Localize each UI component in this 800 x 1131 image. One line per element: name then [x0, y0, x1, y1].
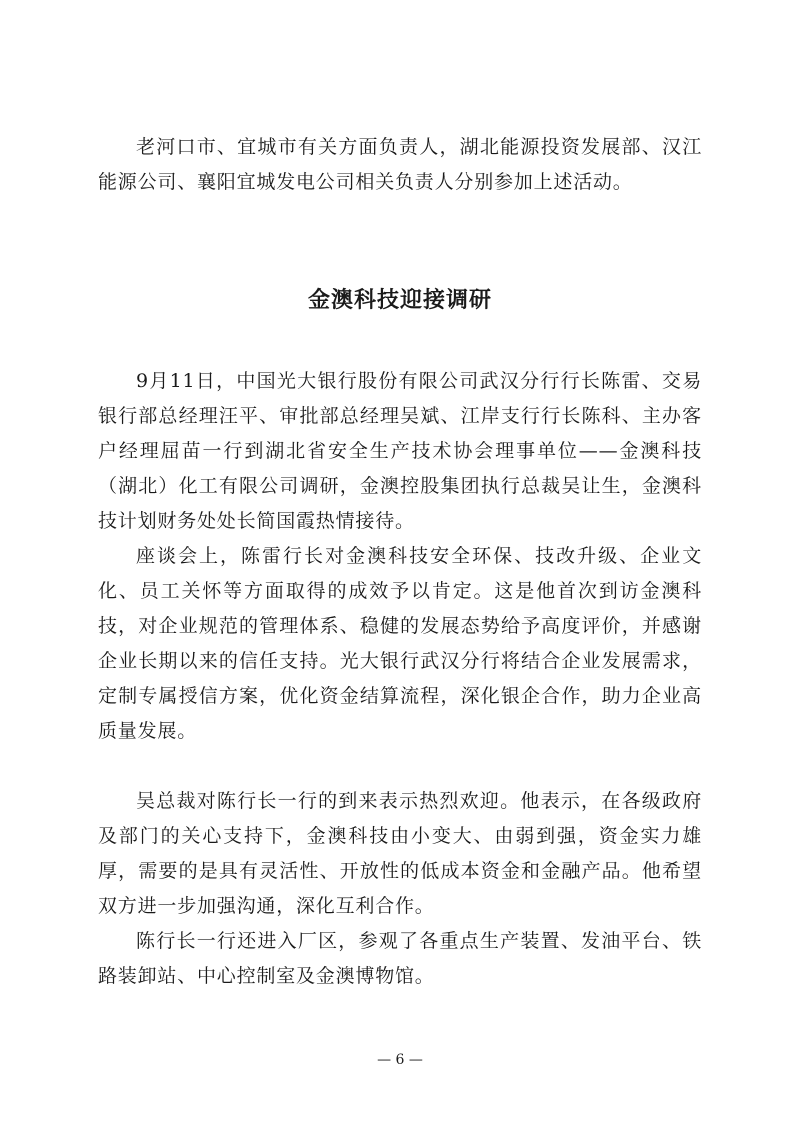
body-paragraph-4: 陈行长一行还进入厂区，参观了各重点生产装置、发油平台、铁路装卸站、中心控制室及金澳博物馆。: [98, 930, 702, 987]
body-paragraph-3: 吴总裁对陈行长一行的到来表示热烈欢迎。他表示，在各级政府及部门的关心支持下，金澳科技由小变大、由弱到强，资金实力雄厚，需要的是具有灵活性、开放性的低成本资金和金融产品。他希望双方进一步加强沟通，深化互利合作。: [98, 790, 702, 917]
body-paragraph-1: 9月11日，中国光大银行股份有限公司武汉分行行长陈雷、交易银行部总经理汪平、审批部总经理吴斌、江岸支行行长陈科、主办客户经理屈苗一行到湖北省安全生产技术协会理事单位——金澳科技（湖北）化工有限公司调研，金澳控股集团执行总裁吴让生，金澳科技计划财务处处长简国霞热情接待。: [98, 370, 702, 532]
body-paragraph-2: 座谈会上，陈雷行长对金澳科技安全环保、技改升级、企业文化、员工关怀等方面取得的成效予以肯定。这是他首次到访金澳科技，对企业规范的管理体系、稳健的发展态势给予高度评价，并感谢企业长期以来的信任支持。光大银行武汉分行将结合企业发展需求，定制专属授信方案，优化资金结算流程，深化银企合作，助力企业高质量发展。: [98, 545, 702, 742]
article-title: 金澳科技迎接调研: [307, 287, 492, 313]
opening-paragraph: 老河口市、宜城市有关方面负责人，湖北能源投资发展部、汉江能源公司、襄阳宜城发电公司相关负责人分别参加上述活动。: [98, 136, 702, 193]
page-number: — 6 —: [377, 1052, 423, 1068]
